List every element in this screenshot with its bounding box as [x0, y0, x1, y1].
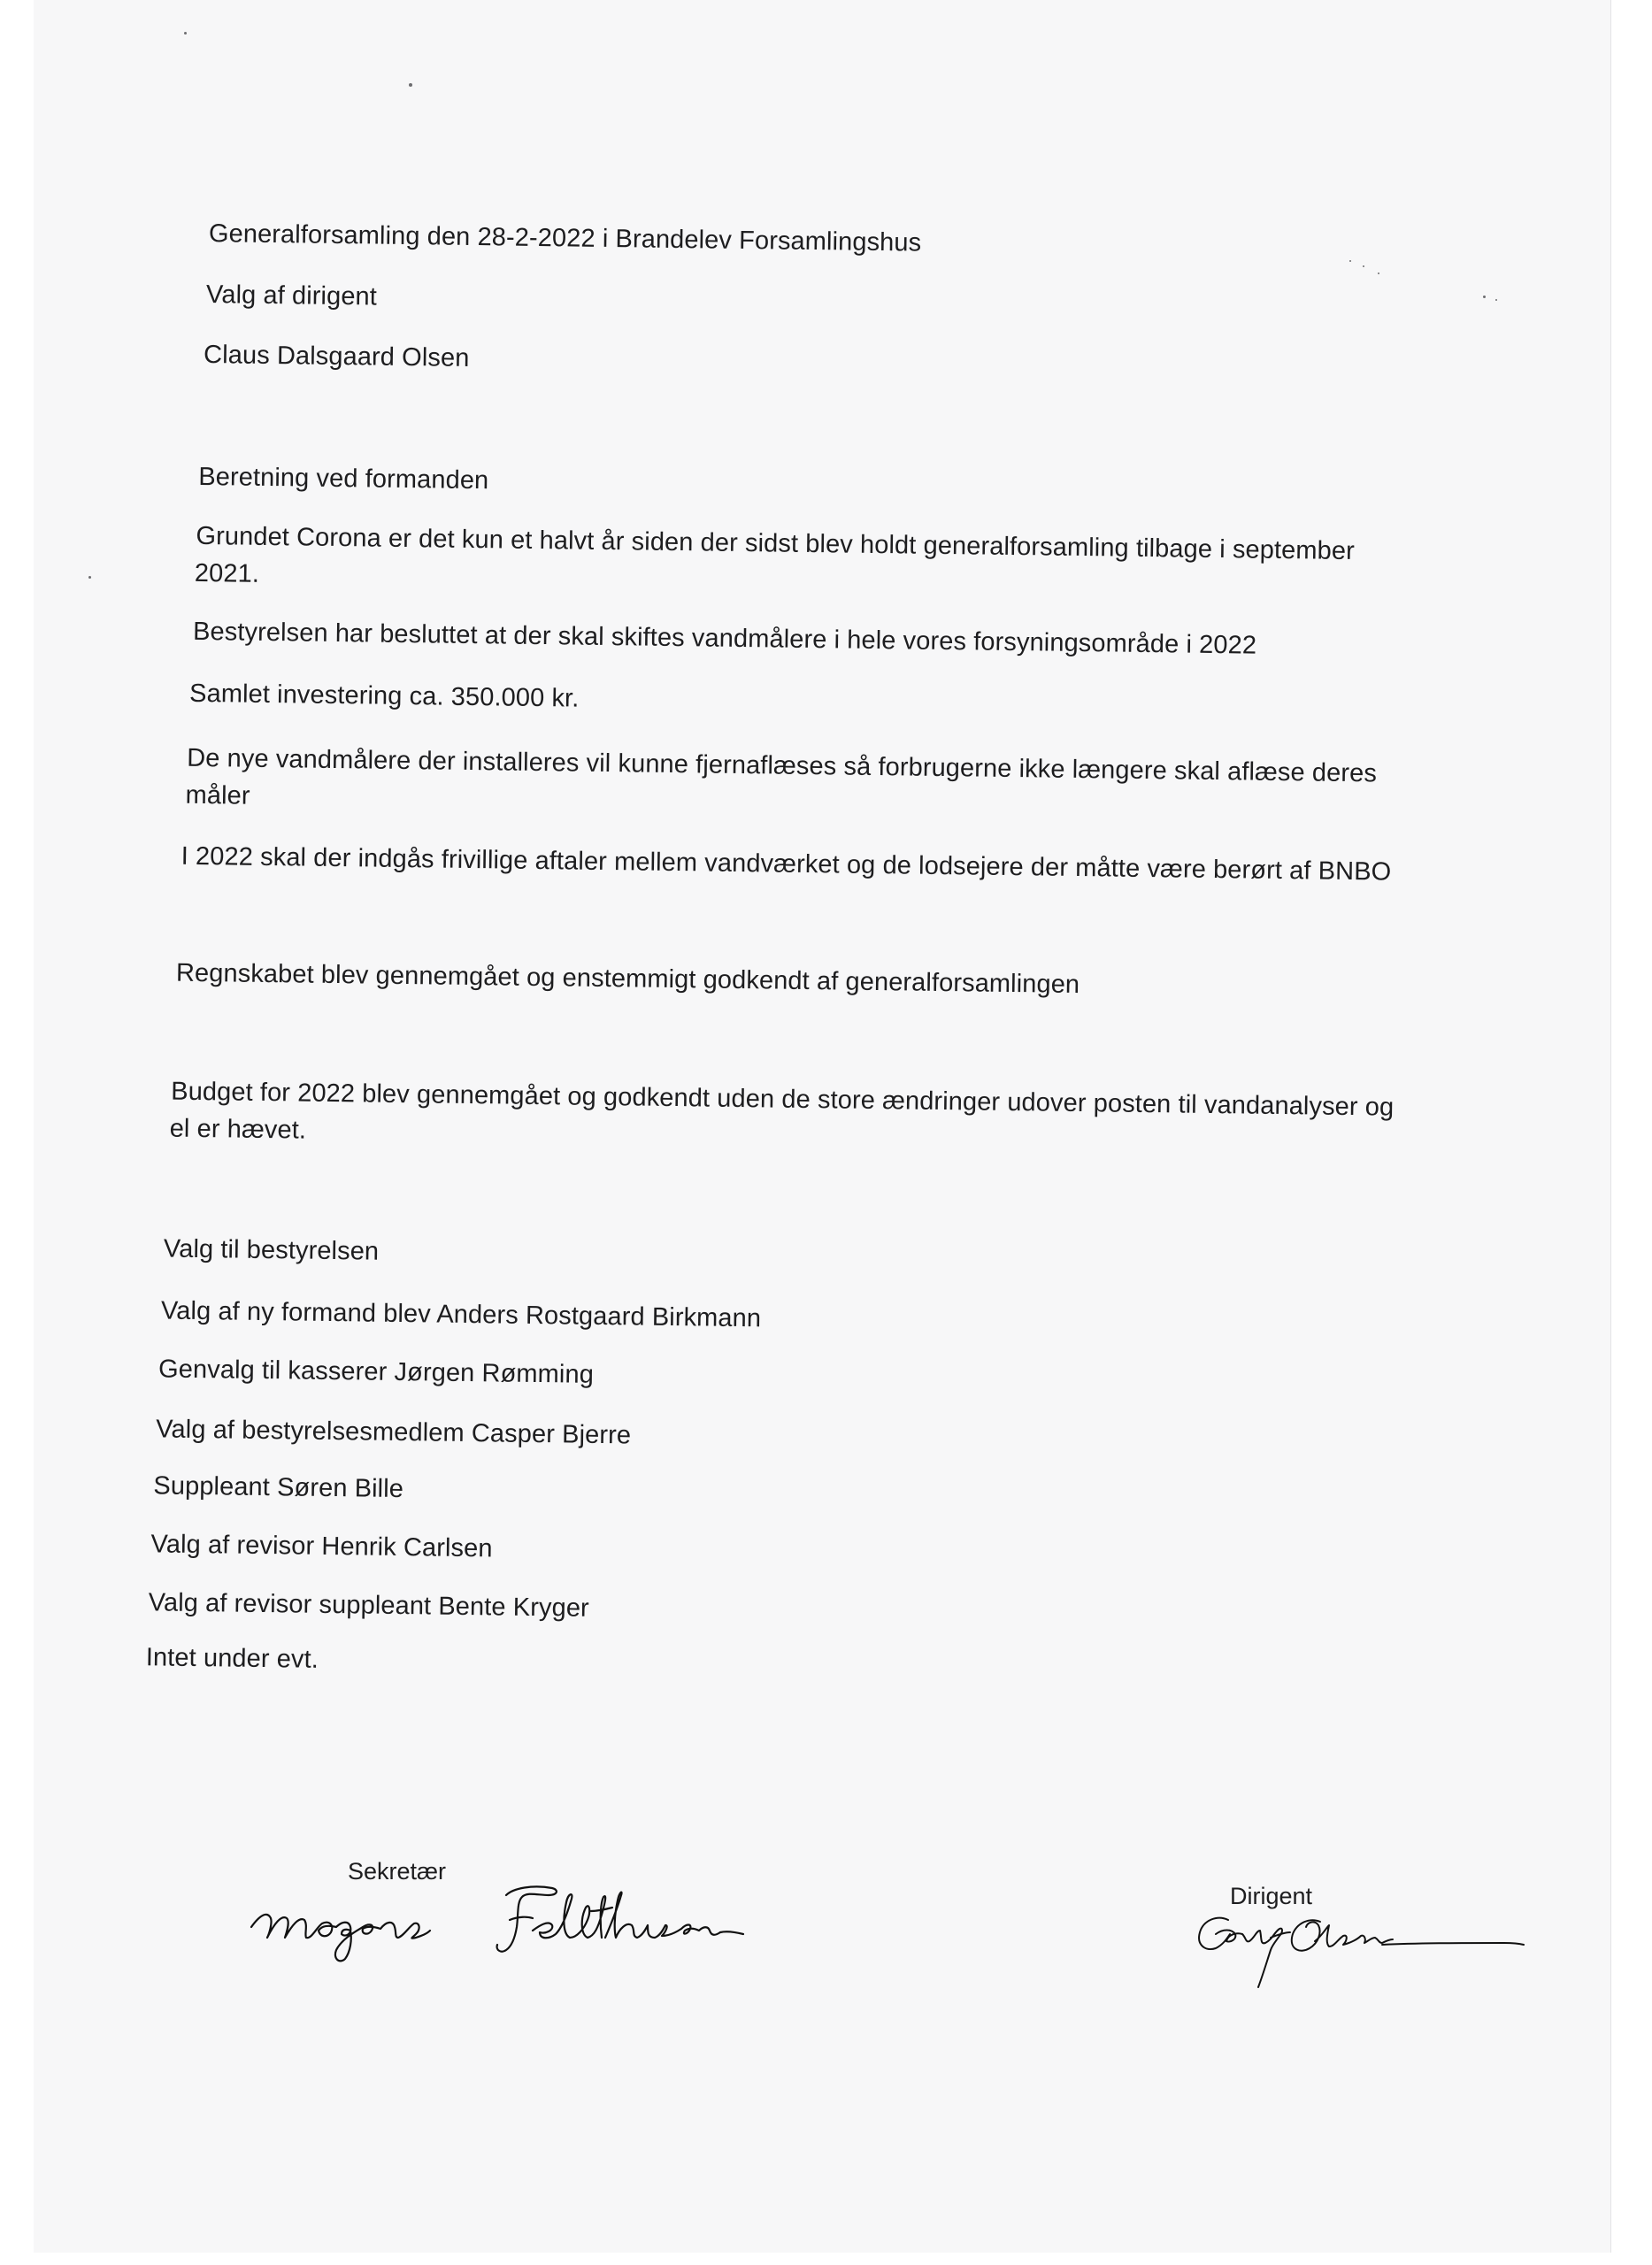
meeting-title: Generalforsamling den 28-2-2022 i Brandelev Forsamlingshus	[208, 219, 922, 257]
report-line: måler	[185, 780, 250, 810]
chair-label: Dirigent	[1230, 1883, 1313, 1909]
report-line: Samlet investering ca. 350.000 kr.	[188, 679, 580, 713]
secretary-label: Sekretær	[348, 1858, 447, 1885]
election-line: Valg af revisor suppleant Bente Kryger	[148, 1588, 590, 1623]
budget-line: el er hævet.	[169, 1114, 307, 1145]
accounts-line: Regnskabet blev gennemgået og enstemmigt godkendt af generalforsamlingen	[175, 958, 1080, 1000]
election-line: Valg af ny formand blev Anders Rostgaard Birkmann	[160, 1296, 762, 1333]
report-line: Grundet Corona er det kun et halvt år siden der sidst blev holdt generalforsamling tilbage i september	[196, 521, 1356, 566]
report-line: 2021.	[194, 558, 260, 588]
report-line: I 2022 skal der indgås frivillige aftaler mellem vandværket og de lodsejere der måtte være berørt af BNBO	[181, 841, 1392, 887]
chair-signature	[1195, 1902, 1531, 2008]
chair-name: Claus Dalsgaard Olsen	[203, 341, 470, 372]
election-line: Suppleant Søren Bille	[153, 1471, 404, 1504]
election-heading: Valg til bestyrelsen	[163, 1234, 380, 1266]
election-line: Genvalg til kasserer Jørgen Rømming	[158, 1355, 595, 1389]
misc-line: Intet under evt.	[145, 1643, 319, 1674]
report-line: De nye vandmålere der installeres vil kunne fjernaflæses så forbrugerne ikke længere skal aflæse deres	[186, 743, 1378, 788]
secretary-signature	[248, 1876, 796, 1973]
election-line: Valg af bestyrelsesmedlem Casper Bjerre	[156, 1415, 632, 1450]
election-line: Valg af revisor Henrik Carlsen	[150, 1530, 493, 1563]
budget-line: Budget for 2022 blev gennemgået og godkendt uden de store ændringer udover posten til vandanalyser og	[171, 1077, 1395, 1122]
report-line: Bestyrelsen har besluttet at der skal skiftes vandmålere i hele vores forsyningsområde i 2022	[192, 617, 1257, 660]
report-heading: Beretning ved formanden	[198, 462, 489, 495]
chair-election-heading: Valg af dirigent	[205, 280, 378, 311]
